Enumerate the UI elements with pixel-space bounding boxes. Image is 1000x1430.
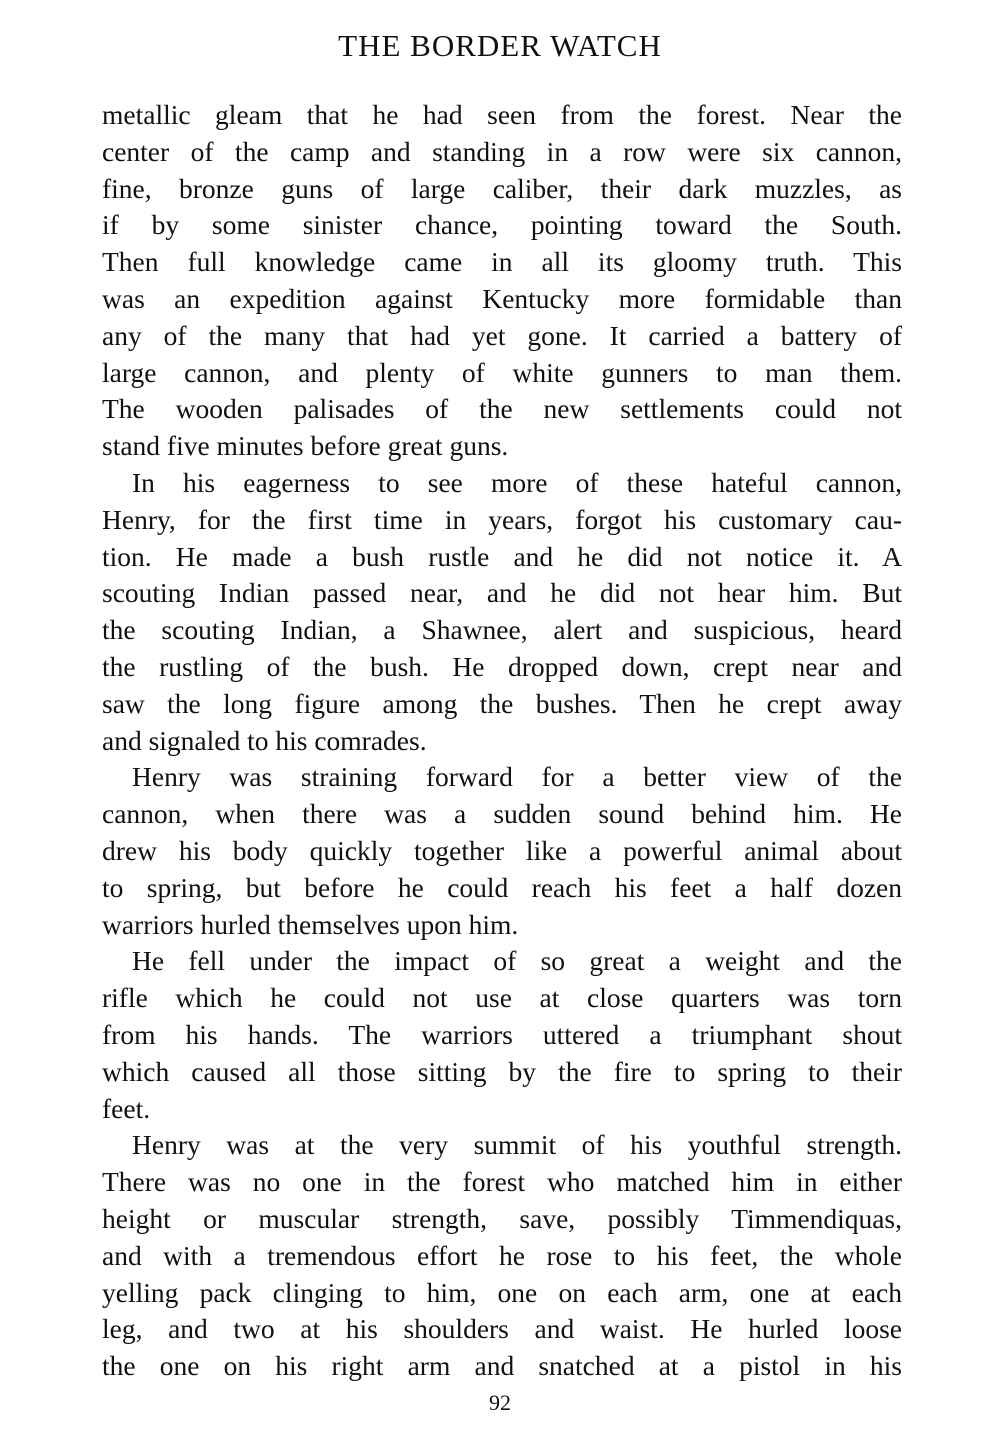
text-line: large cannon, and plenty of white gunners to man them. — [102, 356, 902, 388]
text-line: scouting Indian passed near, and he did not hear him. But — [102, 577, 902, 609]
text-line: Henry, for the first time in years, forgot his customary cau- — [102, 503, 902, 535]
text-line: He fell under the impact of so great a weight and the — [132, 945, 902, 977]
text-line: stand five minutes before great guns. — [102, 430, 509, 462]
text-line: yelling pack clinging to him, one on each arm, one at each — [102, 1276, 902, 1308]
paragraph-4 — [102, 943, 902, 1127]
paragraph-1 — [102, 97, 902, 465]
running-head: THE BORDER WATCH — [338, 28, 662, 63]
text-line: In his eagerness to see more of these hateful cannon, — [132, 466, 902, 498]
text-line: fine, bronze guns of large caliber, their dark muzzles, as — [102, 172, 902, 204]
text-line: the rustling of the bush. He dropped down, crept near and — [102, 650, 902, 682]
text-line: tion. He made a bush rustle and he did not notice it. A — [102, 540, 902, 572]
text-line: feet. — [102, 1092, 151, 1124]
text-line: and with a tremendous effort he rose to his feet, the whole — [102, 1239, 902, 1271]
text-line: rifle which he could not use at close quarters was torn — [102, 982, 902, 1014]
paragraph-3 — [102, 759, 902, 943]
body-text — [102, 97, 902, 1385]
text-line: warriors hurled themselves upon him. — [102, 908, 519, 940]
text-line: to spring, but before he could reach his feet a half dozen — [102, 871, 902, 903]
text-line: Henry was straining forward for a better view of the — [132, 761, 902, 793]
text-line: Then full knowledge came in all its gloomy truth. This — [102, 246, 902, 278]
text-line: The wooden palisades of the new settlements could not — [102, 393, 902, 425]
text-line: the one on his right arm and snatched at a pistol in his — [102, 1350, 902, 1382]
paragraph-2 — [102, 465, 902, 759]
text-line: metallic gleam that he had seen from the forest. Near the — [102, 99, 902, 130]
text-line: center of the camp and standing in a row were six cannon, — [102, 135, 902, 167]
text-line: height or muscular strength, save, possibly Timmendiquas, — [102, 1202, 902, 1234]
text-line: from his hands. The warriors uttered a triumphant shout — [102, 1018, 902, 1050]
text-line: leg, and two at his shoulders and waist. He hurled loose — [102, 1313, 902, 1345]
page-number: 92 — [489, 1390, 511, 1415]
text-line: the scouting Indian, a Shawnee, alert and suspicious, heard — [102, 614, 902, 646]
text-line: There was no one in the forest who matched him in either — [102, 1166, 902, 1198]
text-line: Henry was at the very summit of his youthful strength. — [132, 1129, 902, 1161]
text-line: saw the long figure among the bushes. Then he crept away — [102, 687, 902, 719]
paragraph-5 — [102, 1127, 902, 1385]
text-line: cannon, when there was a sudden sound behind him. He — [102, 798, 902, 830]
text-line: and signaled to his comrades. — [102, 724, 427, 756]
text-line: drew his body quickly together like a powerful animal about — [102, 834, 902, 866]
text-line: which caused all those sitting by the fire to spring to their — [102, 1055, 902, 1087]
text-line: if by some sinister chance, pointing toward the South. — [102, 209, 902, 241]
text-line: was an expedition against Kentucky more formidable than — [102, 282, 902, 314]
text-line: any of the many that had yet gone. It carried a battery of — [102, 319, 902, 351]
